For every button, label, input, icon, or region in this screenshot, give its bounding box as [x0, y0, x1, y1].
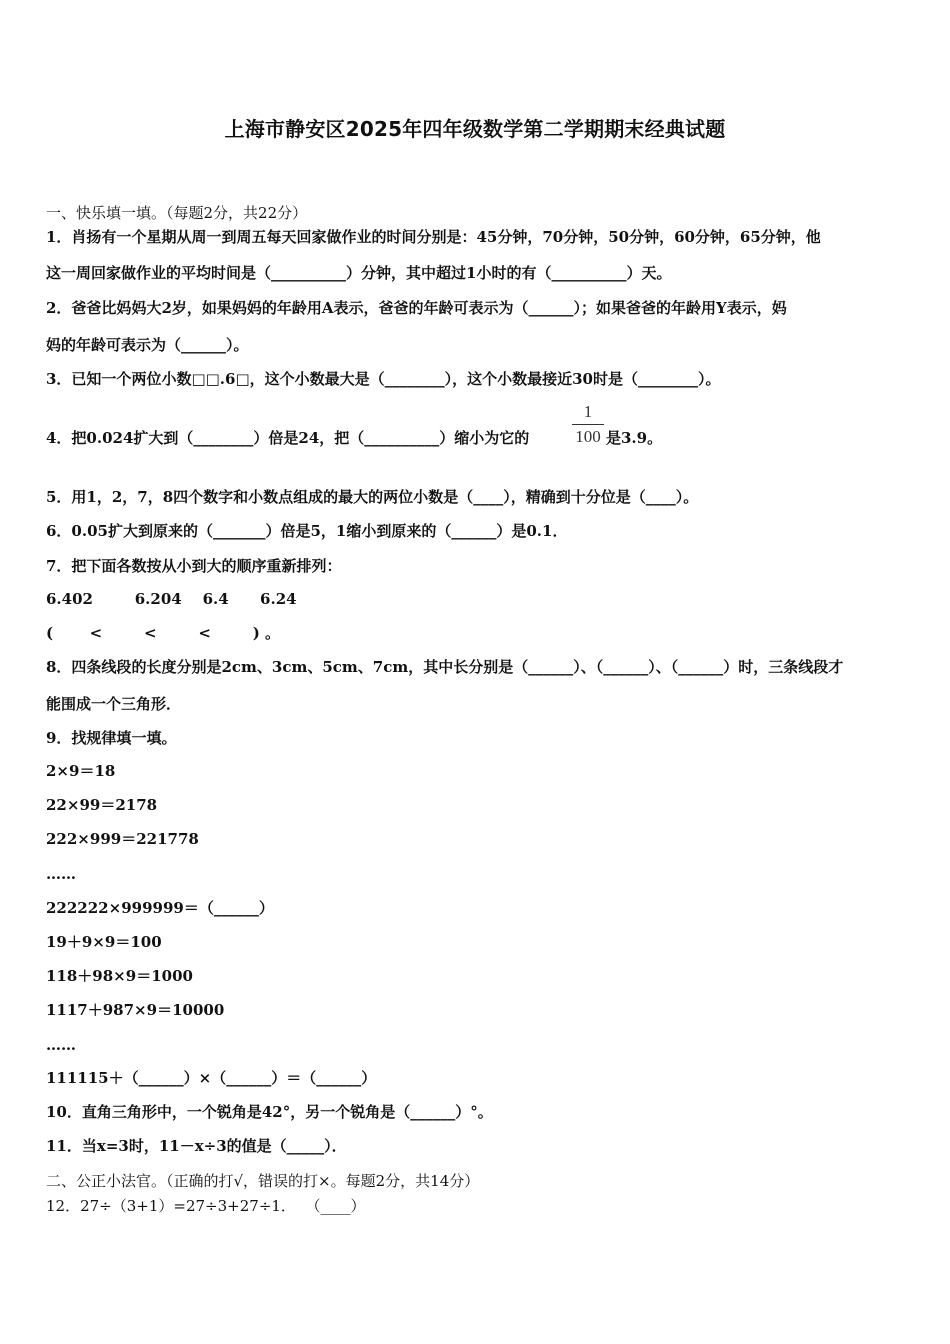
question-12: 12．27÷（3+1）=27÷3+27÷1． （____）: [46, 1197, 366, 1215]
question-4-text: 4．把0.024扩大到（________）倍是24，把（__________）缩小为它的: [46, 429, 530, 447]
question-3: 3．已知一个两位小数□□.6□，这个小数最大是（________），这个小数最接近30时是（________）。: [46, 370, 721, 388]
fraction-denominator: 100: [575, 427, 601, 446]
section-heading-2: 二、公正小法官。（正确的打√，错误的打×。每题2分，共14分）: [46, 1172, 480, 1190]
question-7: 7．把下面各数按从小到大的顺序重新排列：: [46, 557, 342, 575]
question-6: 6．0.05扩大到原来的（_______）倍是5，1缩小到原来的（______）是0.1．: [46, 522, 568, 540]
fraction-one-hundredth: [572, 402, 604, 447]
question-2-line-2: 妈的年龄可表示为（______）。: [46, 336, 249, 354]
pattern-line-6: 1117＋987×9＝10000: [46, 1001, 225, 1019]
pattern-line-3: 222×999＝221778: [46, 830, 199, 848]
pattern-answer-1: 222222×999999＝（______）: [46, 899, 274, 917]
question-8-line-1: 8．四条线段的长度分别是2cm、3cm、5cm、7cm，其中长分别是（______）、（______）、（______）时，三条线段才: [46, 658, 844, 676]
section-heading-1: 一、快乐填一填。（每题2分，共22分）: [46, 204, 308, 222]
question-1-line-1: 1．肖扬有一个星期从周一到周五每天回家做作业的时间分别是：45分钟，70分钟，50分钟，60分钟，65分钟，他: [46, 228, 821, 246]
pattern-line-1: 2×9＝18: [46, 762, 116, 780]
question-2-line-1: 2．爸爸比妈妈大2岁，如果妈妈的年龄用A表示，爸爸的年龄可表示为（______）；如果爸爸的年龄用Y表示，妈: [46, 299, 787, 317]
pattern-line-2: 22×99＝2178: [46, 796, 158, 814]
question-5: 5．用1，2，7，8四个数字和小数点组成的最大的两位小数是（____），精确到十分位是（____）。: [46, 488, 699, 506]
fraction-bar: [572, 424, 604, 425]
pattern-ellipsis-2: ……: [46, 1036, 76, 1054]
question-1-line-2: 这一周回家做作业的平均时间是（__________）分钟，其中超过1小时的有（__________）天。: [46, 264, 672, 282]
question-10: 10．直角三角形中，一个锐角是42°，另一个锐角是（______）°。: [46, 1103, 493, 1121]
question-7-numbers: 6.402 6.204 6.4 6.24: [46, 590, 297, 608]
question-4-suffix: 是3.9。: [606, 429, 663, 447]
question-7-order-blanks: ( < < < ) 。: [46, 624, 281, 642]
question-8-line-2: 能围成一个三角形．: [46, 695, 182, 713]
question-9: 9．找规律填一填。: [46, 729, 177, 747]
page-title: 上海市静安区2025年四年级数学第二学期期末经典试题: [224, 117, 726, 141]
fraction-numerator: 1: [583, 402, 593, 421]
pattern-line-4: 19＋9×9＝100: [46, 933, 162, 951]
pattern-answer-2: 111115＋（______）×（______）＝（______）: [46, 1069, 377, 1087]
question-11: 11．当x=3时，11－x÷3的值是（_____）．: [46, 1137, 347, 1155]
pattern-line-5: 118＋98×9＝1000: [46, 967, 193, 985]
pattern-ellipsis-1: ……: [46, 865, 76, 883]
